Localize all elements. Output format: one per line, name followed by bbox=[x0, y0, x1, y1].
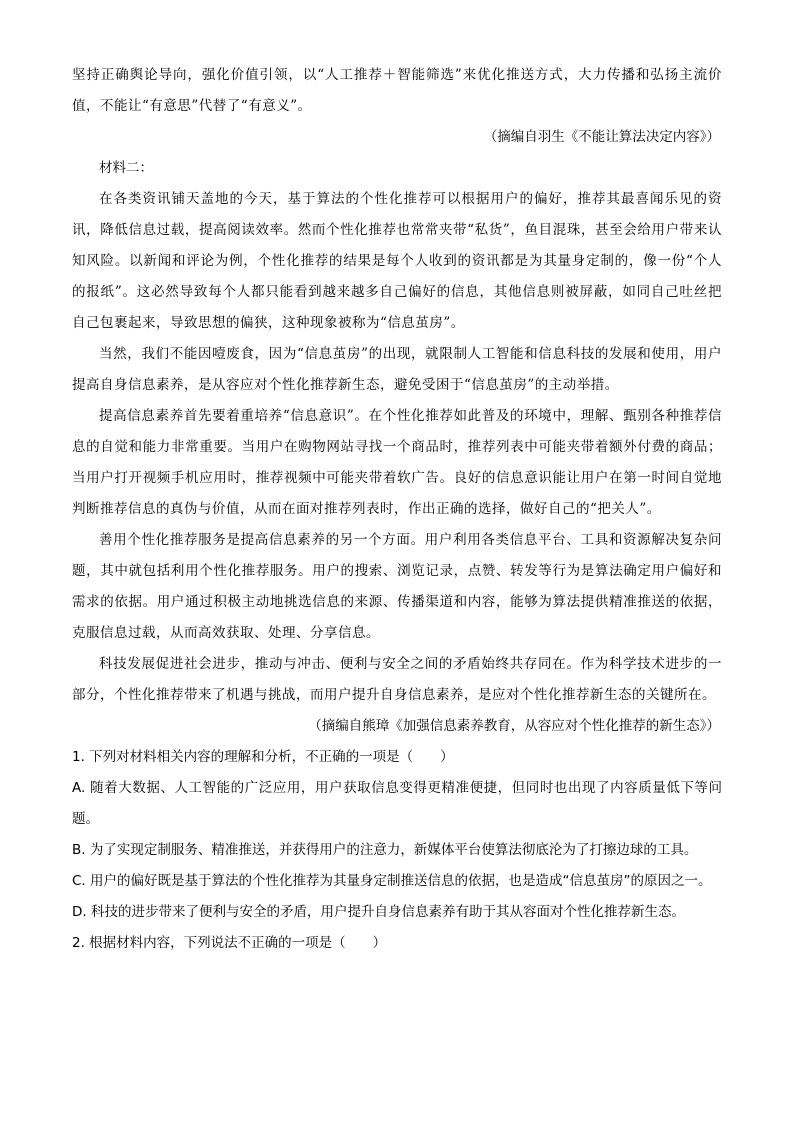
question-2-stem: 2. 根据材料内容，下列说法不正确的一项是（ ） bbox=[72, 935, 387, 951]
question-1-option-a: A. 随着大数据、人工智能的广泛应用，用户获取信息变得更精准便捷，但同时也出现了内容质量低下等问题。 bbox=[72, 780, 722, 827]
question-1-stem: 1. 下列对材料相关内容的理解和分析，不正确的一项是（ ） bbox=[72, 749, 454, 765]
material1-tail: 坚持正确舆论导向，强化价值引领，以“人工推荐＋智能筛选”来优化推送方式，大力传播和弘扬主流价值，不能让“有意思”代替了“有意义”。 bbox=[72, 67, 722, 114]
material1-source: （摘编自羽生《不能让算法决定内容》） bbox=[483, 129, 720, 145]
material2-source: （摘编自熊璋《加强信息素养教育，从容应对个性化推荐的新生态》） bbox=[308, 718, 720, 734]
material2-paragraph-2: 当然，我们不能因噎废食，因为“信息茧房”的出现，就限制人工智能和信息科技的发展和使用，用户提高自身信息素养，是从容应对个性化推荐新生态，避免受困于“信息茧房”的主动举措。 bbox=[72, 346, 722, 393]
material2-paragraph-1: 在各类资讯铺天盖地的今天，基于算法的个性化推荐可以根据用户的偏好，推荐其最喜闻乐见的资讯，降低信息过载，提高阅读效率。然而个性化推荐也常常夹带“私货”，鱼目混珠，甚至会给用户带来认知风险。以新闻和评论为例，个性化推荐的结果是每个人收到的资讯都是为其量身定制的，像一份“个人的报纸”。这必然导致每个人都只能看到越来越多自己偏好的信息，其他信息则被屏蔽，如同自己吐丝把自己包裹起来，导致思想的偏狭，这种现象被称为“信息茧房”。 bbox=[72, 191, 722, 331]
document-page bbox=[72, 60, 722, 959]
material2-label: 材料二： bbox=[99, 160, 153, 176]
material2-paragraph-4: 善用个性化推荐服务是提高信息素养的另一个方面。用户利用各类信息平台、工具和资源解决复杂问题，其中就包括利用个性化推荐服务。用户的搜索、浏览记录，点赞、转发等行为是算法确定用户偏好和需求的依据。用户通过积极主动地挑选信息的来源、传播渠道和内容，能够为算法提供精准推送的依据，克服信息过载，从而高效获取、处理、分享信息。 bbox=[72, 532, 722, 641]
question-1-option-b: B. 为了实现定制服务、精准推送，并获得用户的注意力，新媒体平台使算法彻底沦为了打擦边球的工具。 bbox=[72, 842, 698, 858]
question-1-option-d: D. 科技的进步带来了便利与安全的矛盾，用户提升自身信息素养有助于其从容面对个性化推荐新生态。 bbox=[72, 904, 685, 920]
material2-paragraph-5: 科技发展促进社会进步，推动与冲击、便利与安全之间的矛盾始终共存同在。作为科学技术进步的一部分，个性化推荐带来了机遇与挑战，而用户提升自身信息素养，是应对个性化推荐新生态的关键所在。 bbox=[72, 656, 722, 703]
question-1-option-c: C. 用户的偏好既是基于算法的个性化推荐为其量身定制推送信息的依据，也是造成“信息茧房”的原因之一。 bbox=[72, 873, 712, 889]
material2-paragraph-3: 提高信息素养首先要着重培养“信息意识”。在个性化推荐如此普及的环境中，理解、甄别各种推荐信息的自觉和能力非常重要。当用户在购物网站寻找一个商品时，推荐列表中可能夹带着额外付费的商品；当用户打开视频手机应用时，推荐视频中可能夹带着软广告。良好的信息意识能让用户在第一时间自觉地判断推荐信息的真伪与价值，从而在面对推荐列表时，作出正确的选择，做好自己的“把关人”。 bbox=[72, 408, 722, 517]
